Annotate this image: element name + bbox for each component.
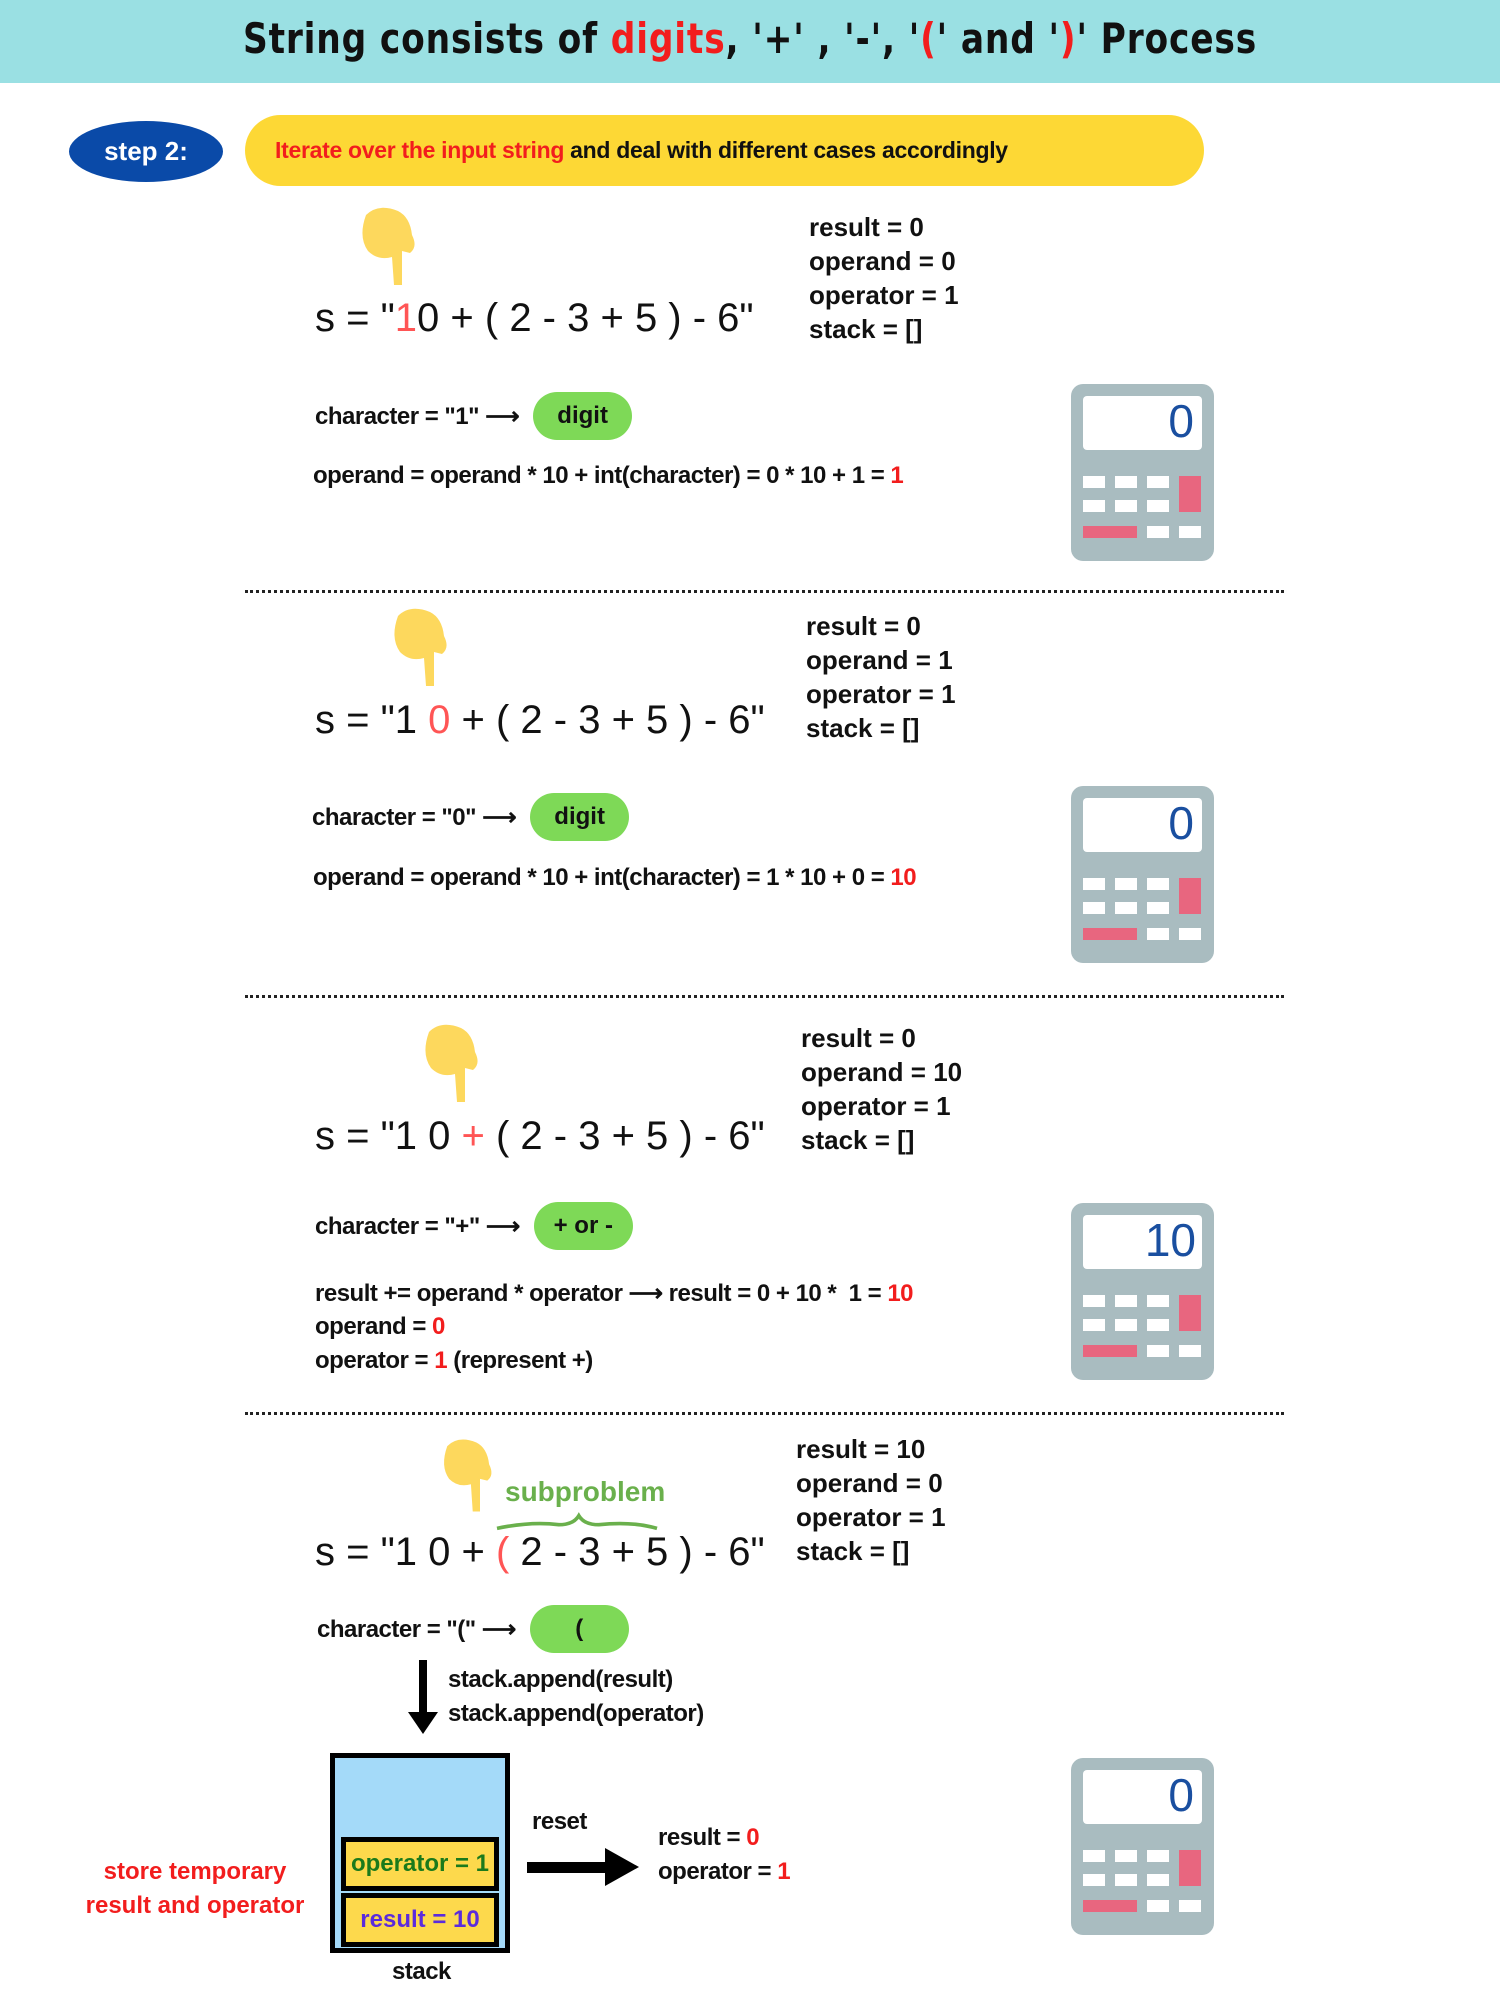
note-line: result and operator — [85, 1892, 305, 1919]
string-text: s = " — [315, 296, 395, 340]
state-result: result = 0 — [806, 611, 921, 641]
title-text: ' Process — [1076, 14, 1258, 63]
case-pill: + or - — [534, 1202, 633, 1250]
calculator-icon — [1071, 786, 1214, 963]
reset-value: 0 — [746, 1824, 760, 1851]
string-text: 0 + ( 2 - 3 + 5 ) - 6" — [417, 296, 754, 340]
state-operator: operator = 1 — [796, 1502, 946, 1532]
state-stack: stack = [] — [801, 1125, 915, 1155]
input-string — [315, 296, 754, 341]
result-update — [315, 1279, 913, 1308]
pointing-hand-icon — [440, 1435, 500, 1519]
case-pill: digit — [530, 793, 629, 841]
reset-value: 1 — [777, 1858, 791, 1885]
state-operator: operator = 1 — [809, 280, 959, 310]
formula-text: operand = operand * 10 + int(character) = 0 * 10 + 1 = — [313, 462, 891, 489]
operand-update — [313, 864, 916, 892]
state-operand: operand = 0 — [809, 246, 956, 276]
note-line: store temporary — [103, 1858, 287, 1885]
formula-text: operand = operand * 10 + int(character) = 1 * 10 + 0 = — [313, 864, 891, 891]
reset-result — [658, 1824, 759, 1852]
formula-note: (represent +) — [447, 1347, 593, 1374]
string-text: s = "1 0 + — [315, 1530, 496, 1574]
state-block — [806, 609, 956, 745]
operand-update — [313, 462, 903, 490]
title-text: String consists of — [242, 14, 611, 63]
reset-text: result = — [658, 1824, 747, 1851]
calculator-icon — [1071, 1758, 1214, 1935]
calculator-display: 10 — [1144, 1214, 1196, 1266]
step-description — [245, 115, 1204, 186]
append-result-code: stack.append(result) — [448, 1666, 673, 1693]
reset-operator — [658, 1858, 790, 1886]
title-text: , '+' , '-', ' — [725, 14, 921, 63]
string-text: ( 2 - 3 + 5 ) - 6" — [484, 1114, 765, 1158]
title-digits: digits — [610, 14, 726, 63]
state-operand: operand = 10 — [801, 1057, 963, 1087]
state-operator: operator = 1 — [806, 679, 956, 709]
stack-cell-operator: operator = 1 — [341, 1837, 499, 1891]
state-stack: stack = [] — [796, 1536, 910, 1566]
state-operand: operand = 1 — [806, 645, 953, 675]
current-character: 1 — [394, 296, 418, 340]
formula-result: 1 — [890, 462, 904, 489]
banner-highlight: Iterate over the input string — [275, 137, 565, 163]
stack-cell-result: result = 10 — [341, 1893, 499, 1947]
state-block — [801, 1021, 962, 1157]
character-label: character = "+" ⟶ — [315, 1212, 520, 1240]
section-divider — [245, 1412, 1284, 1415]
title-close-paren: ) — [1059, 14, 1077, 63]
formula-result: 10 — [887, 1280, 914, 1307]
reset-label: reset — [532, 1808, 587, 1835]
current-character: 0 — [428, 698, 451, 742]
title-text: ' and ' — [936, 14, 1060, 63]
character-row — [312, 793, 629, 841]
formula-text: operand = — [315, 1313, 433, 1340]
string-text: s = "1 — [315, 698, 429, 742]
formula-result: 1 — [434, 1347, 448, 1374]
operator-set — [315, 1347, 593, 1375]
state-operator: operator = 1 — [801, 1091, 951, 1121]
page-title — [135, 14, 1365, 63]
pointing-hand-icon — [390, 608, 456, 690]
formula-result: 0 — [432, 1313, 445, 1340]
state-block — [809, 210, 959, 346]
character-row — [317, 1605, 629, 1653]
state-operand: operand = 0 — [796, 1468, 943, 1498]
state-result: result = 10 — [796, 1434, 926, 1464]
input-string — [315, 698, 765, 743]
arrow-right-icon — [527, 1846, 641, 1888]
state-block — [796, 1432, 946, 1568]
case-pill: digit — [533, 392, 632, 440]
calculator-display: 0 — [1168, 1769, 1194, 1821]
section-divider — [245, 995, 1284, 998]
pointing-hand-icon — [358, 207, 424, 289]
case-pill: ( — [530, 1605, 629, 1653]
append-operator-code: stack.append(operator) — [448, 1700, 704, 1727]
step-badge: step 2: — [69, 121, 223, 182]
input-string — [315, 1114, 765, 1159]
formula-text: operator = — [315, 1347, 435, 1374]
current-character: + — [461, 1114, 485, 1158]
state-result: result = 0 — [801, 1023, 916, 1053]
character-label: character = "(" ⟶ — [317, 1615, 516, 1643]
formula-text: result += operand * operator ⟶ result = 0 + 10 * 1 = — [315, 1280, 888, 1307]
arrow-down-icon — [406, 1660, 440, 1736]
calculator-icon — [1071, 1203, 1214, 1380]
character-label: character = "1" ⟶ — [315, 402, 520, 430]
stack-label: stack — [392, 1958, 451, 1985]
curly-brace-icon — [487, 1512, 667, 1532]
current-character: ( — [495, 1530, 510, 1574]
operand-reset — [315, 1313, 445, 1341]
section-divider — [245, 590, 1284, 593]
formula-result: 10 — [890, 864, 917, 891]
calculator-display: 0 — [1168, 395, 1194, 447]
calculator-icon — [1071, 384, 1214, 561]
string-text: + ( 2 - 3 + 5 ) - 6" — [450, 698, 765, 742]
string-text: s = "1 0 — [315, 1114, 462, 1158]
string-text: 2 - 3 + 5 ) - 6" — [509, 1530, 765, 1574]
title-open-paren: ( — [920, 14, 937, 63]
input-string — [315, 1530, 765, 1575]
pointing-hand-icon — [421, 1024, 487, 1106]
character-row — [315, 1202, 633, 1250]
character-label: character = "0" ⟶ — [312, 803, 517, 831]
banner-text: and deal with different cases accordingly — [564, 137, 1008, 163]
state-result: result = 0 — [809, 212, 924, 242]
character-row — [315, 392, 632, 440]
stack-note — [70, 1855, 320, 1923]
reset-text: operator = — [658, 1858, 778, 1885]
calculator-display: 0 — [1168, 797, 1194, 849]
state-stack: stack = [] — [806, 713, 920, 743]
subproblem-label: subproblem — [505, 1476, 666, 1507]
state-stack: stack = [] — [809, 314, 923, 344]
